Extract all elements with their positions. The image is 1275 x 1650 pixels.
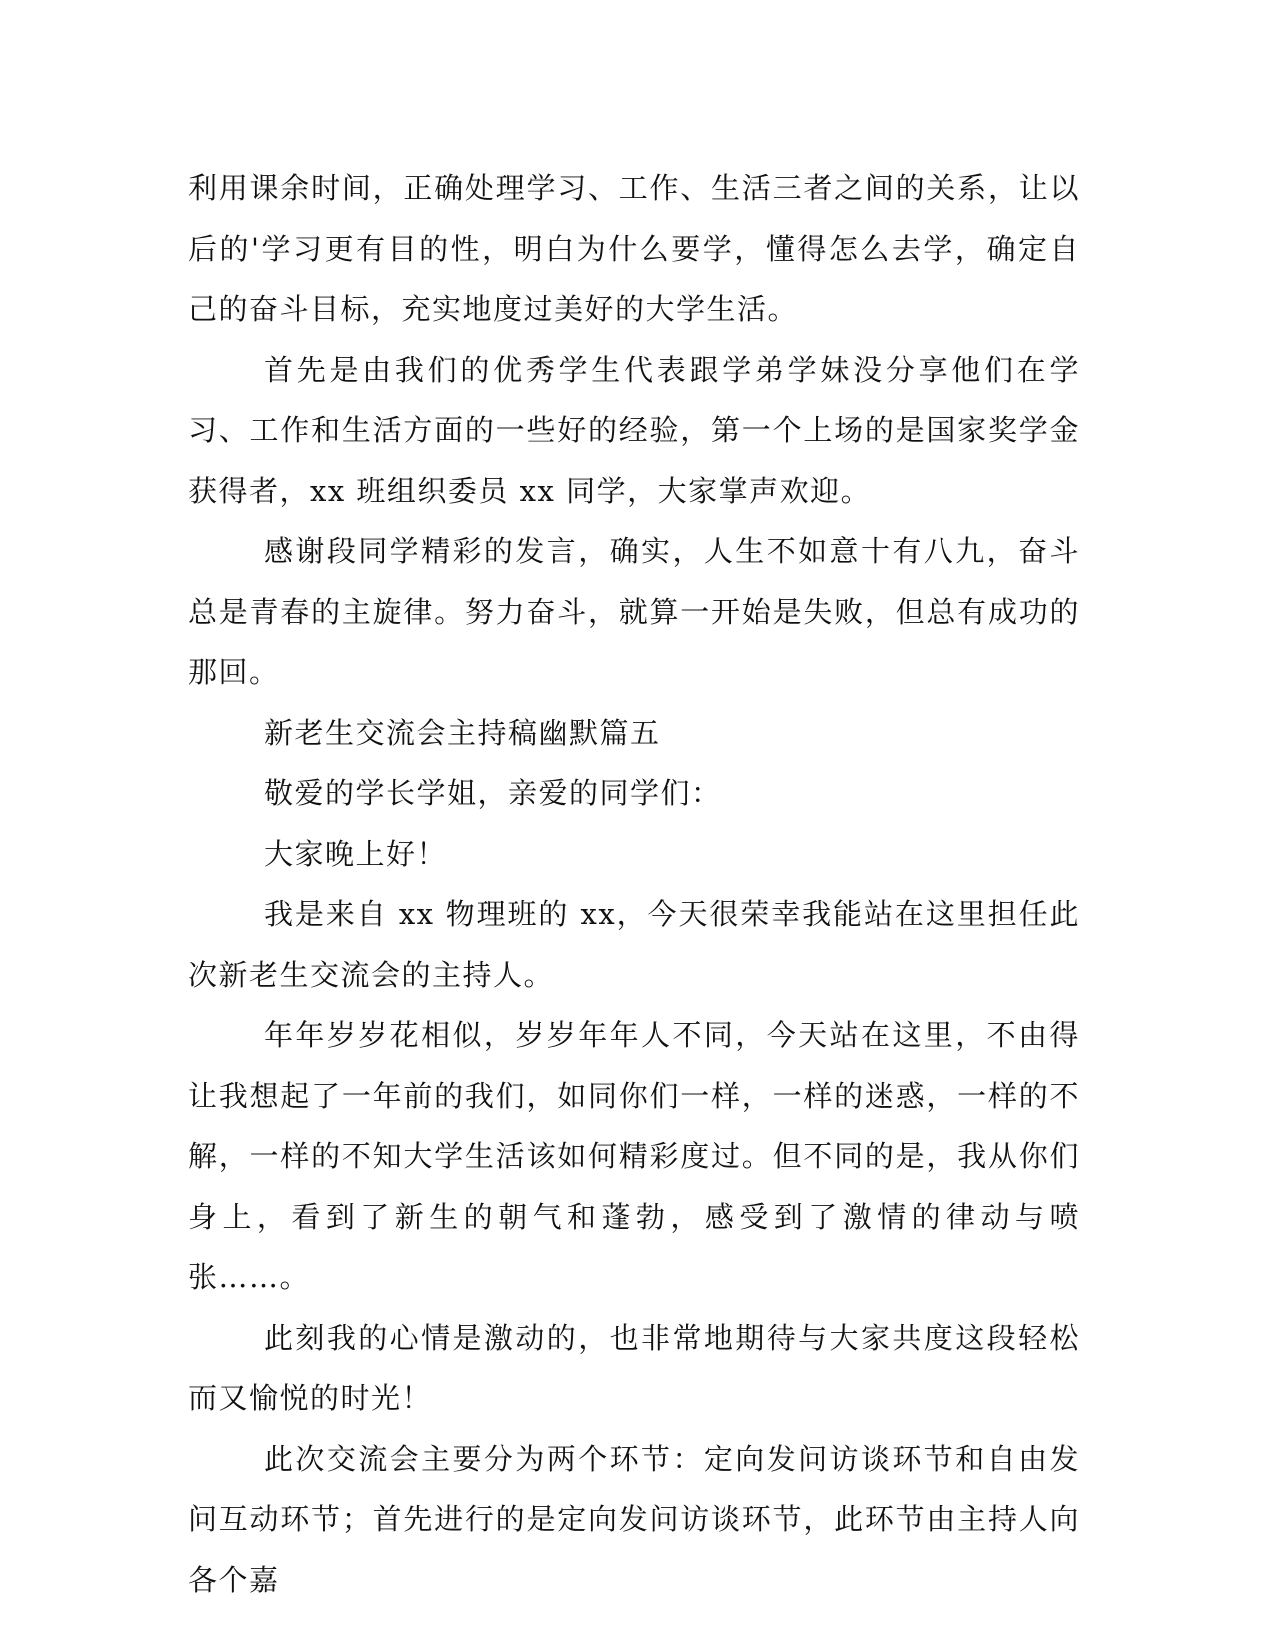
paragraph-8: 年年岁岁花相似，岁岁年年人不同，今天站在这里，不由得让我想起了一年前的我们，如同你们一样，一样的迷惑，一样的不解，一样的不知大学生活该如何精彩度过。但不同的是，我从你们身上，看到了新生的朝气和蓬勃，感受到了激情的律动与喷张……。 bbox=[188, 1018, 1080, 1294]
section-heading: 新老生交流会主持稿幽默篇五 bbox=[264, 715, 661, 750]
document-body bbox=[188, 158, 1080, 1610]
paragraph-3: 感谢段同学精彩的发言，确实，人生不如意十有八九，奋斗总是青春的主旋律。努力奋斗，就算一开始是失败，但总有成功的那回。 bbox=[188, 534, 1080, 689]
paragraph-9: 此刻我的心情是激动的，也非常地期待与大家共度这段轻松而又愉悦的时光！ bbox=[188, 1320, 1080, 1415]
paragraph-1: 利用课余时间，正确处理学习、工作、生活三者之间的关系，让以后的'学习更有目的性，明白为什么要学，懂得怎么去学，确定自己的奋斗目标，充实地度过美好的大学生活。 bbox=[188, 171, 1080, 326]
paragraph-2: 首先是由我们的优秀学生代表跟学弟学妹没分享他们在学习、工作和生活方面的一些好的经验，第一个上场的是国家奖学金获得者，xx 班组织委员 xx 同学，大家掌声欢迎。 bbox=[188, 352, 1080, 508]
greeting: 大家晚上好！ bbox=[264, 836, 448, 871]
paragraph-7: 我是来自 xx 物理班的 xx，今天很荣幸我能站在这里担任此次新老生交流会的主持人。 bbox=[188, 897, 1080, 992]
paragraph-10: 此次交流会主要分为两个环节：定向发问访谈环节和自由发问互动环节；首先进行的是定向发问访谈环节，此环节由主持人向各个嘉 bbox=[188, 1441, 1080, 1597]
salutation: 敬爱的学长学姐，亲爱的同学们： bbox=[264, 776, 722, 810]
